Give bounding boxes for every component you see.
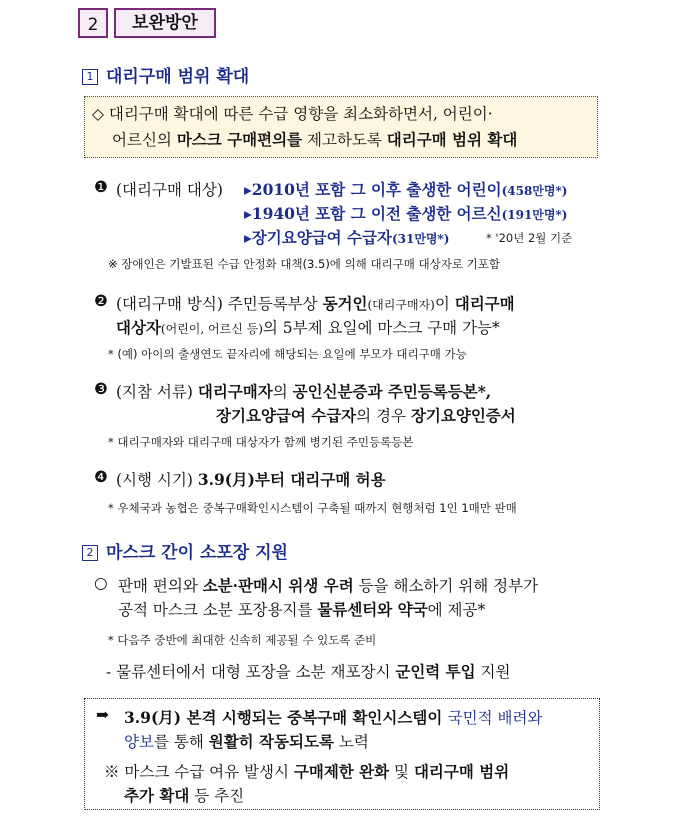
text: - 물류센터에서 대형 포장을 소분 재포장시 (106, 663, 396, 681)
highlight: 양보 (124, 733, 154, 751)
text: 에 제공* (427, 601, 486, 619)
text: 등 추진 (189, 787, 245, 805)
target-text: ▸2010년 포함 그 이후 출생한 어린이 (244, 180, 502, 199)
emphasis: 군인력 투입 (395, 662, 476, 681)
item-1-target-3 (244, 226, 449, 248)
summary-text: 제고하도록 (302, 131, 387, 149)
item-2-line-2 (116, 316, 500, 338)
target-count: (31만명*) (391, 232, 450, 246)
subsection-2-marker: 2 (82, 545, 98, 561)
emphasis: 동거인 (322, 294, 368, 313)
emphasis: 대리구매자 (197, 382, 273, 401)
highlight: 국민적 배려와 (447, 709, 543, 727)
item-3-line-2 (216, 404, 516, 426)
subsection-2-title: 마스크 간이 소포장 지원 (106, 543, 288, 563)
emphasis: 장기요양급여 수급자 (216, 406, 357, 425)
emphasis: 대리구매 범위 (413, 762, 510, 781)
emphasis: 대상자 (116, 318, 161, 337)
text: (시행 시기) (116, 471, 198, 489)
text: 지원 (475, 663, 511, 681)
emphasis: 물류센터와 약국 (317, 600, 428, 619)
subsection-1-heading (82, 62, 249, 87)
text: 의 (272, 383, 293, 401)
target-count: (191만명*) (501, 208, 568, 222)
text: (지참 서류) (116, 383, 198, 401)
item-1-target-1 (244, 178, 567, 200)
item-4-bullet: ❹ (94, 468, 108, 486)
subsection-1-marker: 1 (82, 69, 98, 85)
text: ※ 마스크 수급 여유 발생시 (104, 763, 294, 781)
target-count: (458만명*) (501, 184, 568, 198)
item-1-date-note: * '20년 2월 기준 (486, 231, 573, 245)
conclusion-line-3 (104, 760, 509, 782)
item-3-line-1 (116, 380, 491, 402)
emphasis: 공인신분증과 주민등록등본*, (292, 382, 492, 401)
small-text: (어린이, 어르신 등) (160, 322, 263, 336)
item-4-line (116, 468, 386, 490)
emphasis: 3.9(月)부터 대리구매 허용 (197, 470, 386, 489)
summary-line-1: ◇ 대리구매 확대에 따른 수급 영향을 최소화하면서, 어린이· (92, 105, 493, 123)
emphasis: 구매제한 완화 (293, 762, 390, 781)
item-1-label: (대리구매 대상) (116, 181, 223, 199)
text: 공적 마스크 소분 포장용지를 (118, 601, 318, 619)
text: 를 통해 (153, 733, 209, 751)
summary-emphasis: 마스크 구매편의를 (176, 130, 303, 149)
item-1-note: ※ 장애인은 기발표된 수급 안정화 대책(3.5)에 의해 대리구매 대상자로 기포함 (108, 257, 500, 271)
text: 3.9(月) 본격 시행되는 중복구매 확인시스템이 (124, 708, 448, 727)
summary-text: 어르신의 (112, 131, 177, 149)
section-title: 보완방안 (114, 8, 216, 38)
conclusion-line-2 (124, 730, 369, 752)
conclusion-line-4 (124, 784, 244, 806)
emphasis: 장기요양인증서 (410, 406, 516, 425)
conclusion-line-1 (124, 706, 542, 728)
item-3-note: * 대리구매자와 대리구매 대상자가 함께 병기된 주민등록등본 (108, 435, 414, 449)
text: 의 5부제 요일에 마스크 구매 가능* (262, 319, 500, 337)
subsection-1-title: 대리구매 범위 확대 (106, 67, 250, 87)
target-text: ▸1940년 포함 그 이전 출생한 어르신 (244, 204, 502, 223)
text: 및 (389, 763, 414, 781)
item-2-bullet: ❷ (94, 292, 108, 310)
summary-emphasis: 대리구매 범위 확대 (386, 130, 518, 149)
item-1-target-2 (244, 202, 567, 224)
conclusion-arrow: ➡ (96, 706, 109, 724)
summary-line-2 (112, 128, 517, 150)
item-5-bullet: ○ (94, 574, 108, 592)
text: 의 경우 (356, 407, 411, 425)
subsection-2-heading (82, 538, 288, 563)
small-text: (대리구매자) (367, 298, 435, 312)
item-5-dash-line (106, 660, 510, 682)
item-4-note: * 우체국과 농협은 중복구매확인시스템이 구축될 때까지 현행처럼 1인 1매만 판매 (108, 501, 517, 515)
item-5-note: * 다음주 중반에 최대한 신속히 제공될 수 있도록 준비 (108, 633, 377, 647)
item-3-bullet: ❸ (94, 380, 108, 398)
emphasis: 대리구매 (454, 294, 515, 313)
item-5-line-2 (118, 598, 485, 620)
text: 이 (434, 295, 455, 313)
emphasis: 원활히 작동되도록 (208, 732, 334, 751)
section-number: 2 (78, 8, 108, 38)
item-1-bullet: ❶ (94, 178, 108, 196)
text: 등을 해소하기 위해 정부가 (353, 577, 539, 595)
target-text: ▸장기요양급여 수급자 (244, 228, 392, 247)
item-5-line-1 (118, 574, 538, 596)
emphasis: 소분·판매시 위생 우려 (202, 576, 354, 595)
item-2-line-1 (116, 292, 515, 314)
text: 노력 (333, 733, 369, 751)
text: (대리구매 방식) 주민등록부상 (116, 295, 323, 313)
emphasis: 추가 확대 (124, 786, 190, 805)
item-2-note: * (예) 아이의 출생연도 끝자리에 해당되는 요일에 부모가 대리구매 가능 (108, 347, 467, 361)
text: 판매 편의와 (118, 577, 203, 595)
